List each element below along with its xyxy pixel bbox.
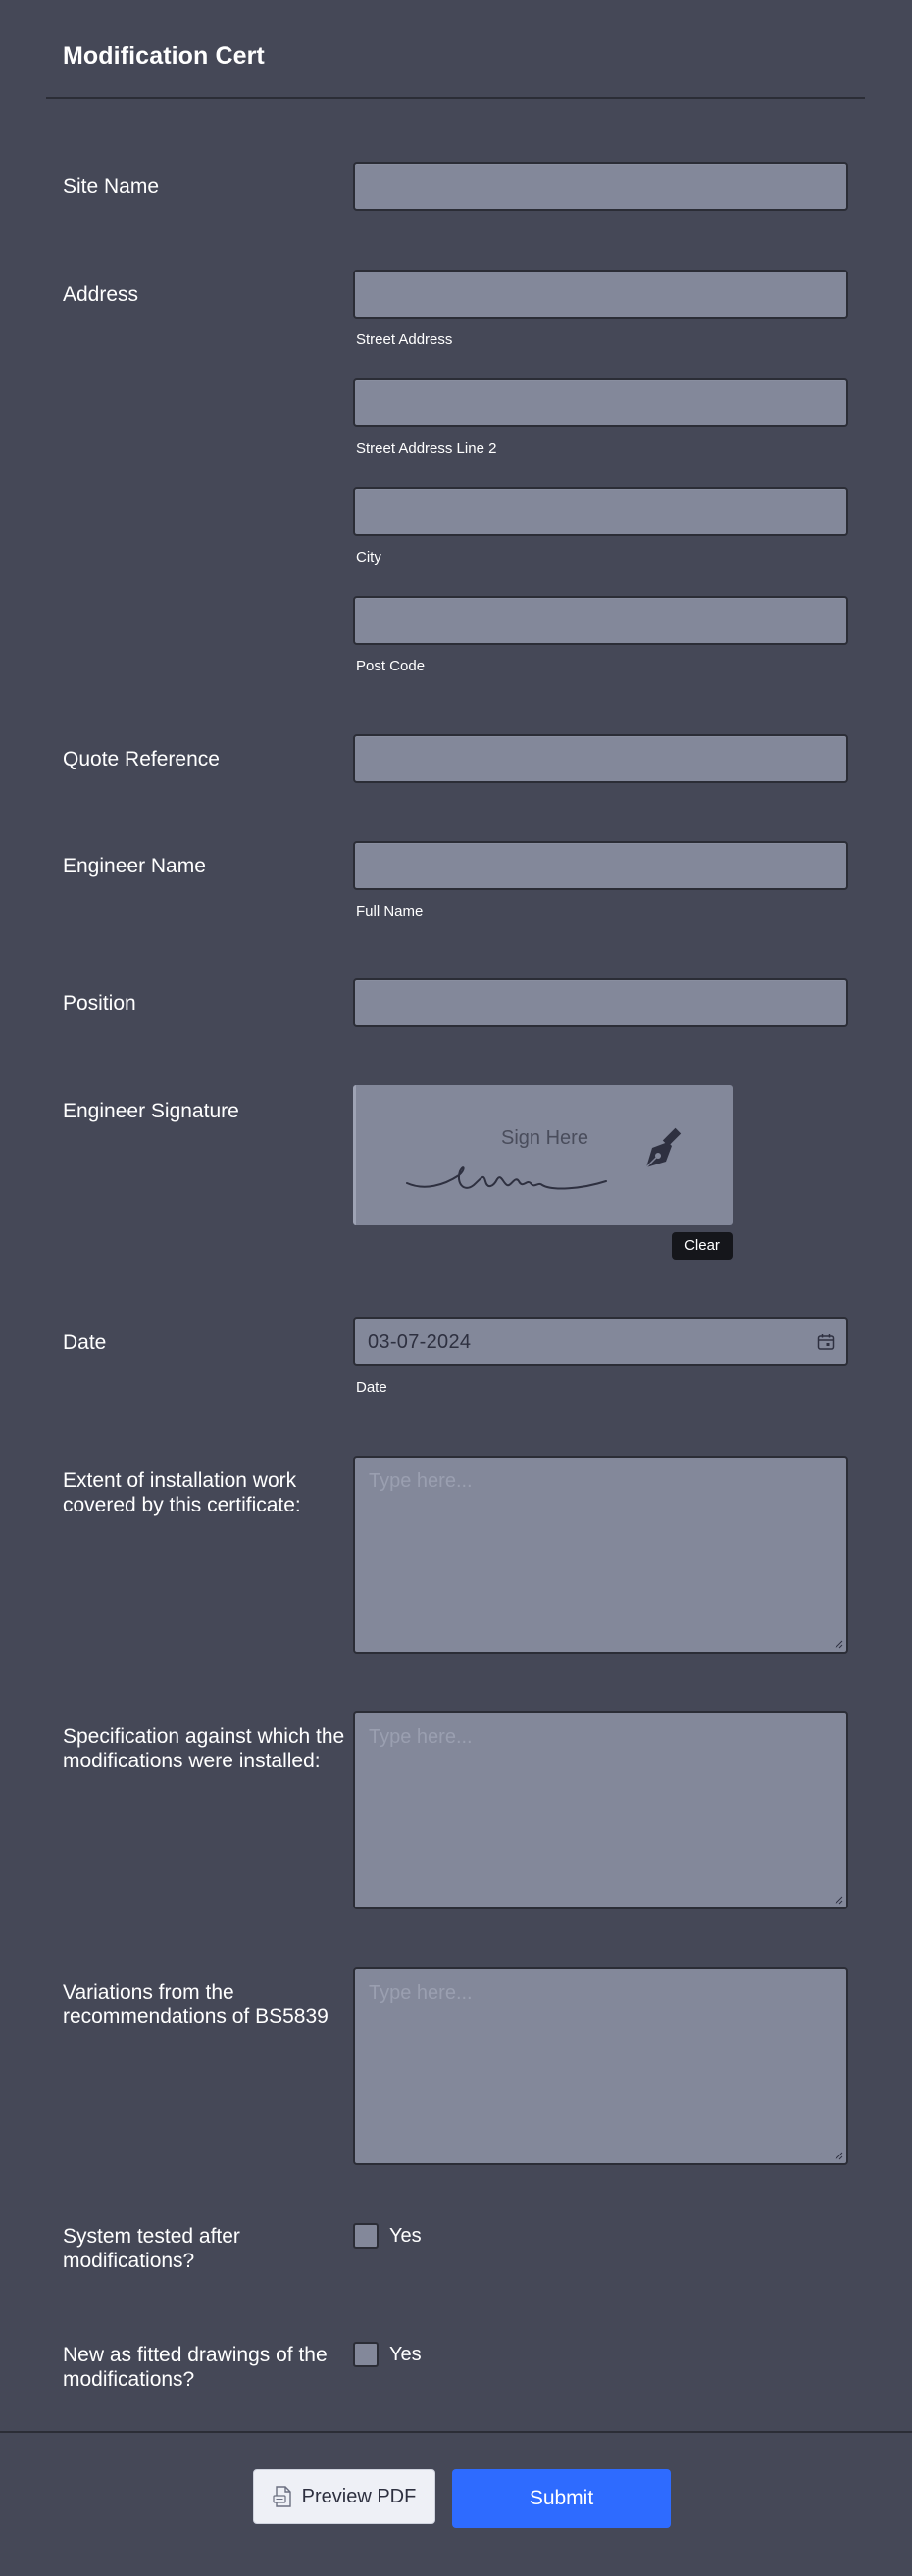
city-input[interactable] — [353, 487, 848, 536]
specification-textarea[interactable] — [353, 1711, 848, 1909]
resize-grip-icon[interactable] — [834, 2151, 843, 2160]
pen-nib-icon — [638, 1124, 687, 1173]
date-sublabel: Date — [356, 1379, 387, 1396]
position-input[interactable] — [353, 978, 848, 1027]
quote-reference-input[interactable] — [353, 734, 848, 783]
sign-here-prompt: Sign Here — [501, 1127, 588, 1149]
city-sublabel: City — [356, 549, 381, 566]
preview-pdf-label: Preview PDF — [301, 2485, 417, 2507]
site-name-label: Site Name — [63, 175, 160, 198]
date-value: 03-07-2024 — [368, 1331, 472, 1353]
drawings-label: New as fitted drawings of the modifications? — [63, 2344, 328, 2391]
post-code-input[interactable] — [353, 596, 848, 645]
resize-grip-icon[interactable] — [834, 1639, 843, 1649]
system-tested-checkbox[interactable] — [353, 2223, 379, 2249]
position-label: Position — [63, 992, 136, 1015]
calendar-icon[interactable] — [817, 1333, 835, 1351]
post-code-sublabel: Post Code — [356, 658, 426, 674]
date-input[interactable] — [353, 1317, 848, 1366]
address-label: Address — [63, 283, 139, 306]
form-header — [46, 0, 865, 99]
pdf-file-icon — [273, 2486, 292, 2507]
extent-label: Extent of installation work covered by this certificate: — [63, 1469, 301, 1516]
extent-placeholder: Type here... — [369, 1470, 473, 1492]
drawings-checkbox[interactable] — [353, 2342, 379, 2367]
system-tested-option[interactable]: Yes — [389, 2225, 422, 2247]
street-address-line2-sublabel: Street Address Line 2 — [356, 440, 497, 457]
variations-textarea[interactable] — [353, 1967, 848, 2165]
street-address-sublabel: Street Address — [356, 331, 453, 348]
full-name-sublabel: Full Name — [356, 903, 424, 919]
street-address-input[interactable] — [353, 270, 848, 319]
resize-grip-icon[interactable] — [834, 1895, 843, 1905]
street-address-line2-input[interactable] — [353, 378, 848, 427]
quote-reference-label: Quote Reference — [63, 748, 220, 770]
specification-placeholder: Type here... — [369, 1726, 473, 1748]
engineer-signature-label: Engineer Signature — [63, 1100, 239, 1122]
signature-squiggle — [405, 1144, 631, 1198]
variations-label: Variations from the recommendations of BS5839 — [63, 1981, 329, 2028]
engineer-name-label: Engineer Name — [63, 855, 206, 877]
drawings-option[interactable]: Yes — [389, 2344, 422, 2365]
clear-signature-button[interactable]: Clear — [672, 1232, 733, 1260]
signature-pad[interactable] — [353, 1085, 733, 1225]
submit-button[interactable]: Submit — [452, 2469, 671, 2528]
preview-pdf-button[interactable] — [253, 2469, 435, 2524]
specification-label: Specification against which the modifications were installed: — [63, 1725, 345, 1772]
date-label: Date — [63, 1331, 107, 1354]
system-tested-label: System tested after modifications? — [63, 2225, 240, 2272]
form-title: Modification Cert — [63, 42, 265, 70]
extent-textarea[interactable] — [353, 1456, 848, 1654]
site-name-input[interactable] — [353, 162, 848, 211]
variations-placeholder: Type here... — [369, 1982, 473, 2004]
engineer-name-input[interactable] — [353, 841, 848, 890]
